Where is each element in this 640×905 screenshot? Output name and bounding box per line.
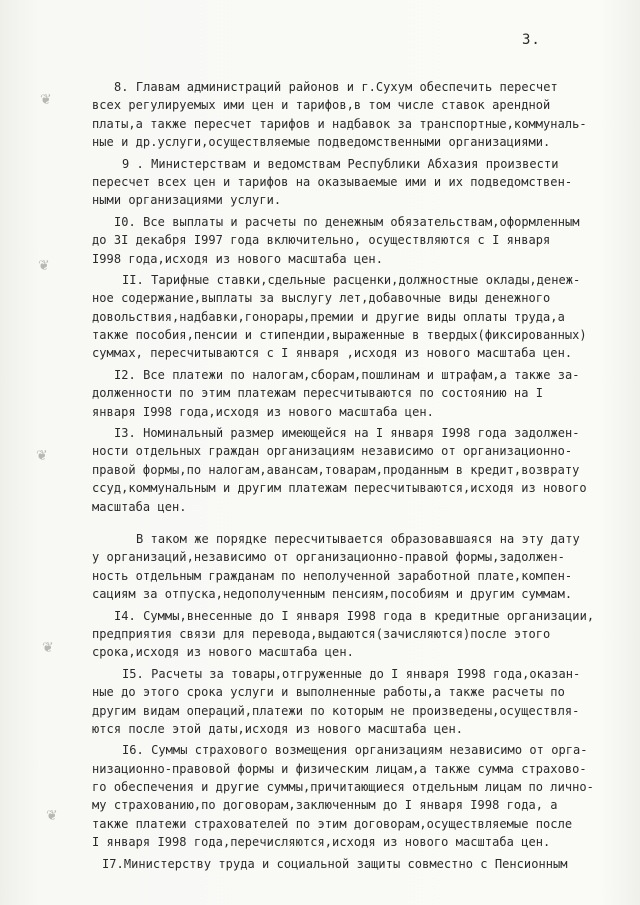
text-line: ются после этой даты,исходя из нового масштаба цен.: [92, 721, 464, 736]
text-line: правой формы,по налогам,авансам,товарам,проданным в кредит,возврату: [92, 462, 580, 477]
text-line: довольствия,надбавки,гонорары,премии и другие виды оплаты труда,а: [92, 309, 565, 324]
paragraph-p14: [92, 607, 612, 662]
text-line: января I998 года,исходя из нового масштаба цен.: [92, 404, 434, 419]
text-line: 8. Главам администраций районов и г.Сухум обеспечить пересчет: [114, 80, 558, 94]
text-line: также платежи страхователей по этим договорам,осуществляемые после: [92, 816, 573, 831]
paragraph-p10: [92, 213, 612, 268]
text-line: сациям за отпуска,недополученным пенсиям,пособиям и другим суммам.: [92, 587, 573, 602]
paragraph-p9: [92, 155, 612, 210]
margin-mark: ❦: [38, 258, 50, 274]
text-line: ные и др.услуги,осуществляемые подведомственными организациями.: [92, 135, 551, 150]
paragraph-p13: [92, 424, 612, 516]
text-line: ное содержание,выплаты за выслугу лет,добавочные виды денежного: [92, 291, 551, 306]
text-line: I4. Суммы,внесенные до I января I998 года в кредитные организации,: [114, 608, 595, 623]
text-line: ность отдельным гражданам по неполученной заработной плате,компен-: [92, 568, 573, 583]
text-line: ными организациями услуги.: [92, 193, 282, 208]
text-line: I января I998 года,перечисляются,исходя из нового масштаба цен.: [92, 835, 551, 850]
document-body: [92, 75, 612, 873]
text-line: I2. Все платежи по налогам,сборам,пошлинам и штрафам,а также за-: [114, 367, 580, 382]
text-line: долженности по этим платежам пересчитываются по состоянию на I: [92, 386, 544, 401]
text-line: платы,а также пересчет тарифов и надбавок за транспортные,коммуналь-: [92, 116, 587, 131]
paragraph-p11: [92, 271, 612, 363]
text-line: также пособия,пенсии и стипендии,выраженные в твердых(фиксированных): [92, 328, 587, 343]
text-line: I6. Суммы страхового возмещения организациям независимо от орга-: [122, 743, 588, 758]
paragraph-p13b: [92, 530, 612, 604]
text-line: суммах, пересчитываются с I января ,исходя из нового масштаба цен.: [92, 346, 573, 361]
margin-mark: ❦: [40, 92, 52, 108]
text-line: I998 года,исходя из нового масштаба цен.: [92, 251, 383, 266]
text-line: срока,исходя из нового масштаба цен.: [92, 645, 354, 660]
text-line: всех регулируемых ими цен и тарифов,в том числе ставок арендной: [92, 98, 551, 113]
text-line: II. Тарифные ставки,сдельные расценки,должностные оклады,денеж-: [122, 272, 581, 287]
text-line: ные до этого срока услуги и выполненные работы,а также расчеты по: [92, 685, 565, 700]
text-line: I5. Расчеты за товары,отгруженные до I января I998 года,оказан-: [122, 666, 581, 681]
text-line: I3. Номинальный размер имеющейся на I января I998 года задолжен-: [114, 426, 580, 441]
text-line: предприятия связи для перевода,выдаются(зачисляются)после этого: [92, 626, 551, 641]
text-line: до 3I декабря I997 года включительно, осуществляются с I января: [92, 233, 551, 248]
text-line: В таком же порядке пересчитывается образовавшаяся на эту дату: [136, 531, 580, 546]
text-line: другим видам операций,платежи по которым не произведены,осуществля-: [92, 703, 580, 718]
text-line: низационно-правовой формы и физическим лицам,а также сумма страхово-: [92, 761, 587, 776]
page-number: 3.: [522, 32, 541, 48]
text-line: пересчет всех цен и тарифов на оказываемые ими и их подведомствен-: [92, 174, 573, 189]
paragraph-p12: [92, 366, 612, 421]
text-line: I0. Все выплаты и расчеты по денежным обязательствам,оформленным: [114, 214, 580, 229]
margin-mark: ❦: [42, 640, 54, 656]
paragraph-p17: [92, 855, 612, 873]
margin-mark: ❦: [46, 808, 58, 824]
paragraph-p15: [92, 665, 612, 739]
text-line: у организаций,независимо от организационно-правой формы,задолжен-: [92, 550, 565, 565]
margin-mark: ❦: [36, 448, 48, 464]
text-line: ности отдельных граждан организациям независимо от организационно-: [92, 444, 573, 459]
text-line: ссуд,коммунальным и другим платежам пересчитываются,исходя из нового: [92, 481, 587, 496]
text-line: го обеспечения и другие суммы,причитающиеся отдельным лицам по лично-: [92, 780, 594, 795]
text-line: 9 . Министерствам и ведомствам Республики Абхазия произвести: [122, 156, 559, 171]
paragraph-p8: [92, 78, 612, 152]
text-line: масштаба цен.: [92, 499, 187, 514]
paragraph-p16: [92, 741, 612, 851]
text-line: I7.Министерству труда и социальной защиты совместно с Пенсионным: [102, 856, 568, 871]
text-line: му страхованию,по договорам,заключенным до I января I998 года, а: [92, 798, 558, 813]
